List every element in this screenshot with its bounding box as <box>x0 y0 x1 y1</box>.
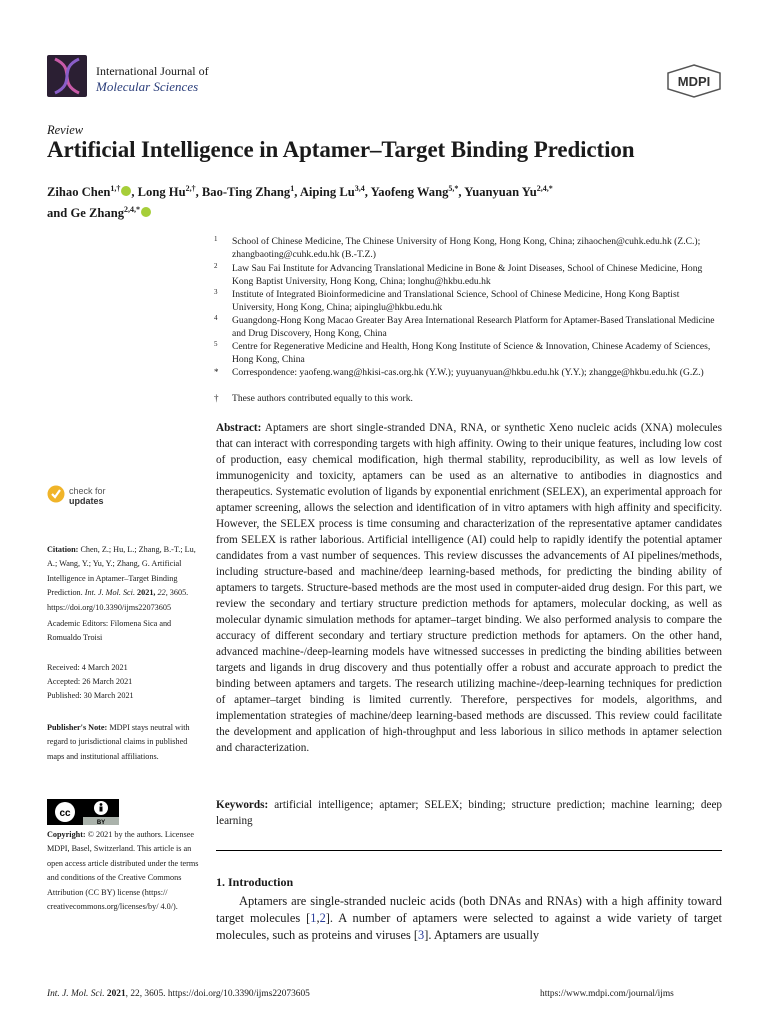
ref-link-3[interactable]: 3 <box>418 928 425 942</box>
author-list: Zihao Chen$^{1,\dagger}$ , Long $Hu^{2,\dagger}$, Bao-Ting Zhang$^1$, Aiping Lu$^{3,4}$, Yaofeng Wang$^{5,*}$, Yuanyuan $Yu^{2,4,*}$ and Ge Zhang$^{2,4,*}$ <box>47 184 553 221</box>
author-name: Zihao Chen <box>47 185 111 200</box>
section-heading: 1. Introduction <box>216 875 294 889</box>
keywords-label: Keywords: <box>216 799 269 811</box>
author-name: Yuanyuan Yu <box>464 185 537 200</box>
author-name: Bao-Ting Zhang <box>201 185 291 200</box>
author-affil: 2,† <box>185 184 196 193</box>
intro-paragraph: Aptamers are single-stranded nucleic acids (both DNAs and RNAs) with a high affinity toward target molecules [1,2]. A number of aptamers were selected to against a wide variety of target molecules, such as proteins and viruses [3]. Aptamers are usually <box>216 894 723 942</box>
article-title: Artificial Intelligence in Aptamer–Target Binding Prediction <box>47 137 635 162</box>
citation-block: Citation: Chen, Z.; Hu, L.; Zhang, B.-T.; Lu, A.; Wang, Y.; Yu, Y.; Zhang, G. Artificial Intelligence in Aptamer–Target Binding Prediction. Int. J. Mol. Sci. 2021, 22, 3605. https://doi.org/10.3390/ijms22073605 <box>47 545 196 612</box>
accepted-date: Accepted: 26 March 2021 <box>47 677 133 686</box>
equal-contribution-note: † These authors contributed equally to this work. <box>214 393 413 404</box>
orcid-icon[interactable] <box>121 186 131 196</box>
affiliation-3: 3 Institute of Integrated Bioinformedicine and Translational Science, School of Chinese Medicine, Hong Kong Baptist University, Hong Kong, China; aipinglu@hkbu.edu.hk <box>214 288 680 313</box>
svg-text:MDPI: MDPI <box>677 74 711 89</box>
footer-citation: Int. J. Mol. Sci. 2021, 22, 3605. https://doi.org/10.3390/ijms22073605 <box>47 989 310 999</box>
published-date: Published: 30 March 2021 <box>47 691 134 700</box>
author-name: Aiping Lu <box>299 185 355 200</box>
and-word: and <box>47 206 68 221</box>
correspondence: * Correspondence: yaofeng.wang@hkisi-cas.org.hk (Y.W.); yuyuanyuan@hkbu.edu.hk (Y.Y.); zhangge@hkbu.edu.hk (G.Z.) <box>214 367 704 378</box>
author-affil: 2,4,* <box>536 184 553 193</box>
dna-helix-icon <box>47 55 87 97</box>
orcid-icon[interactable] <box>141 207 151 217</box>
affiliation-4: 4 Guangdong-Hong Kong Macao Greater Bay Area International Research Platform for Aptamer-Based Translational Medicine and Drug Discovery, Hong Kong, China <box>214 314 715 339</box>
affiliation-1: 1 School of Chinese Medicine, The Chinese University of Hong Kong, Hong Kong, China; zihaochen@cuhk.edu.hk (Z.C.); zhangbaoting@cuhk.edu.hk (B.-T.Z.) <box>214 235 701 260</box>
cc-by-license-icon[interactable] <box>47 799 119 825</box>
academic-editors: Academic Editors: Filomena Sica and Romualdo Troisi <box>47 619 172 643</box>
check-for-updates-icon[interactable] <box>47 484 65 504</box>
author-affil: 1,† <box>110 184 121 193</box>
author-affil: 1 <box>290 184 295 193</box>
author-name: Yaofeng Wang <box>370 185 449 200</box>
journal-logo <box>47 55 87 97</box>
journal-name-line1: International Journal of <box>96 64 209 78</box>
author-affil: 3,4 <box>354 184 365 193</box>
author-name: Ge Zhang <box>70 206 125 221</box>
affiliation-2: 2 Law Sau Fai Institute for Advancing Translational Medicine in Bone & Joint Diseases, School of Chinese Medicine, Hong Kong Baptist University, Hong Kong, China; longhu@hkbu.edu.hk <box>214 262 703 287</box>
svg-text:cc: cc <box>59 808 71 819</box>
ref-link-2[interactable]: 2 <box>319 911 326 925</box>
ref-link-1[interactable]: 1 <box>310 911 317 925</box>
doi-link[interactable]: https://doi.org/10.3390/ijms22073605 <box>47 602 172 612</box>
divider <box>216 850 722 851</box>
keywords <box>216 797 722 829</box>
article-type: Review <box>47 123 84 137</box>
abstract-label: Abstract: <box>216 422 262 434</box>
keywords-text: artificial intelligence; aptamer; SELEX; binding; structure prediction; machine learning; deep learning <box>216 799 723 827</box>
journal-name-line2: Molecular Sciences <box>96 79 199 94</box>
svg-text:BY: BY <box>96 820 106 825</box>
author-affil: 5,* <box>448 184 459 193</box>
author-name: Long Hu <box>137 185 186 200</box>
footer-journal-url[interactable]: https://www.mdpi.com/journal/ijms <box>540 989 674 999</box>
affiliation-5: 5 Centre for Regenerative Medicine and Health, Hong Kong Institute of Science & Innovation, Chinese Academy of Sciences, Hong Kong, China <box>214 340 711 365</box>
abstract <box>216 420 722 756</box>
mdpi-logo <box>666 64 722 98</box>
received-date: Received: 4 March 2021 <box>47 663 128 672</box>
check-for-updates-label[interactable]: check for updates <box>69 486 106 506</box>
abstract-text: Aptamers are short single-stranded DNA, RNA, or synthetic Xeno nucleic acids (XNA) molecules that can interact with corresponding targets with high affinity. Owing to their unique features, including low cost of production, easy chemical modification, high thermal stability, reproducibility, as well as low levels of immunogenicity and toxicity, aptamers can be used as an alternative to antibodies in diagnostics and therapeutics. Systematic evolution of ligands by exponential enrichment (SELEX), an experimental approach for aptamer screening, allows the selection and identification of in vitro aptamers with high affinity and specificity. However, the SELEX process is time consuming and characterization of the representative aptamer candidates from SELEX is rather laborious. Artificial intelligence (AI) could help to rapidly identify the potential aptamer candidates from a vast number of sequences. This review discusses the advancements of AI pipelines/methods, including structure-based and machine/deep learning-based methods, for predicting the binding ability of aptamers to targets. Structure-based methods are the most used in computer-aided drug design. For this part, we review the secondary and tertiary structure prediction methods for aptamers, molecular docking, as well as molecular dynamic simulation methods for aptamer–target binding. We also performed analysis to compare the accuracy of different secondary and tertiary structure prediction methods for aptamers. On the other hand, advanced machine-/deep-learning models have witnessed successes in predicting the binding abilities between targets and ligands in drug discovery and thus potentially offer a robust and accurate approach to predict the binding between aptamers and targets. The research utilizing machine-/deep-learning techniques for prediction of aptamer–target binding is limited currently. Therefore, perspectives for models, algorithms, and implementation strategies of machine/deep learning-based methods are discussed. This review could facilitate the development and application of high-throughput and less laborious in silico methods in aptamer selection and characterization. <box>216 422 722 754</box>
author-affil: 2,4,* <box>124 205 141 215</box>
copyright-notice: Copyright: © 2021 by the authors. Licensee MDPI, Basel, Switzerland. This article is an open access article distributed under the terms and conditions of the Creative Commons Attribution (CC BY) license (https:// creativecommons.org/licenses/by/ 4.0/). <box>47 830 199 912</box>
publisher-note: Publisher's Note: MDPI stays neutral with regard to jurisdictional claims in published maps and institutional affiliations. <box>47 723 190 761</box>
